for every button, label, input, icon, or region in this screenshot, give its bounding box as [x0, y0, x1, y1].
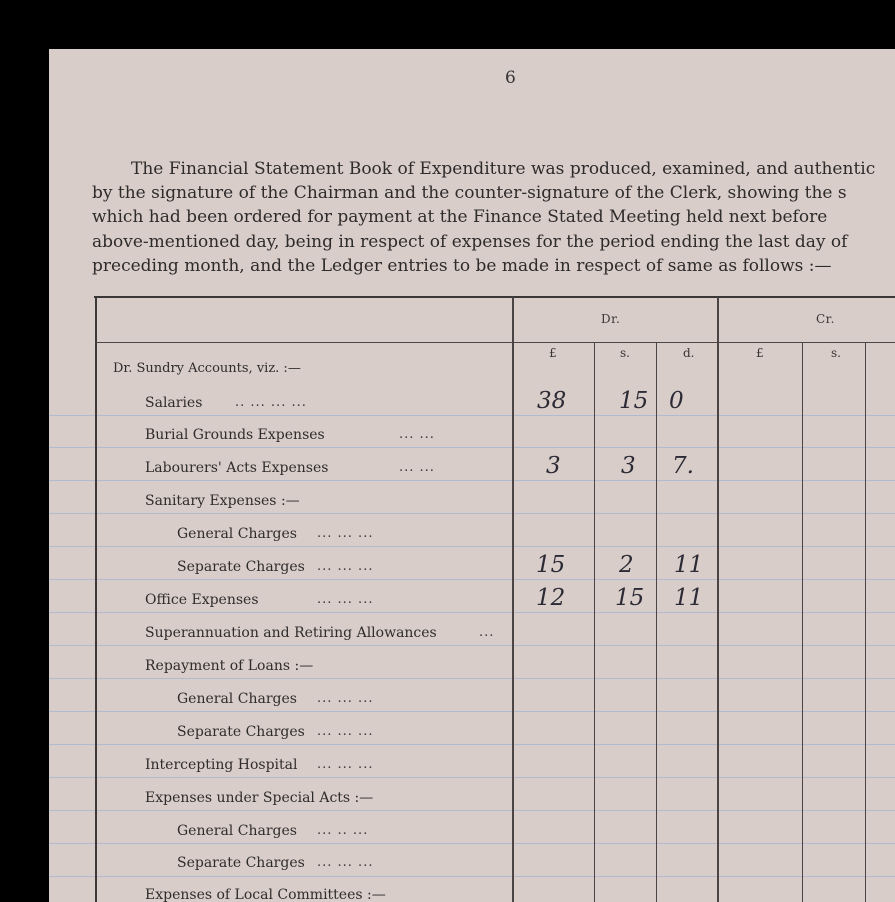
shillings-entry: 2 — [619, 552, 634, 578]
paragraph-line: which had been ordered for payment at the Finance Stated Meeting held next before — [92, 207, 828, 228]
row-label: Expenses under Special Acts :— — [145, 790, 374, 806]
leader-dots: .. ... ... ... — [235, 395, 307, 410]
cr-shilling-head: s. — [831, 346, 841, 360]
paragraph-line: by the signature of the Chairman and the counter-signature of the Clerk, showing the s — [92, 183, 847, 204]
ruled-line — [49, 777, 895, 778]
table-left-border — [95, 296, 97, 902]
paragraph-line: The Financial Statement Book of Expenditure was produced, examined, and authentic — [131, 159, 876, 179]
row-label: Labourers' Acts Expenses — [145, 460, 329, 476]
pence-entry: 7. — [672, 453, 694, 479]
leader-dots: ... ... — [399, 427, 435, 442]
ruled-line — [49, 546, 895, 547]
column-divider — [656, 342, 657, 902]
row-label: Office Expenses — [145, 592, 259, 608]
row-label: Sanitary Expenses :— — [145, 493, 300, 509]
ruled-line — [49, 645, 895, 646]
pence-entry: 0 — [669, 388, 684, 414]
ruled-line — [49, 876, 895, 877]
intro-paragraph — [92, 157, 895, 278]
row-label: Dr. Sundry Accounts, viz. :— — [113, 361, 301, 376]
row-label: General Charges — [177, 691, 297, 707]
ruled-line — [49, 711, 895, 712]
shillings-entry: 15 — [619, 388, 649, 414]
leader-dots: ... ... ... — [317, 592, 374, 607]
column-divider — [594, 342, 595, 902]
cr-heading: Cr. — [816, 312, 835, 326]
row-label: Burial Grounds Expenses — [145, 427, 325, 443]
header-divider — [95, 342, 895, 343]
page-number: 6 — [505, 68, 516, 88]
row-label: General Charges — [177, 526, 297, 542]
row-label: Separate Charges — [177, 855, 305, 871]
row-label: Superannuation and Retiring Allowances — [145, 625, 437, 641]
dr-pence-head: d. — [683, 346, 695, 360]
paragraph-line: above-mentioned day, being in respect of expenses for the period ending the last day of — [92, 231, 848, 252]
dr-heading: Dr. — [601, 312, 621, 326]
leader-dots: ... ... ... — [317, 526, 374, 541]
row-label: General Charges — [177, 823, 297, 839]
ruled-line — [49, 612, 895, 613]
dr-pound-head: £ — [549, 346, 557, 360]
ruled-line — [49, 513, 895, 514]
pence-entry: 11 — [674, 585, 704, 611]
dr-column-border — [512, 297, 514, 902]
pence-entry: 11 — [674, 552, 704, 578]
ruled-line — [49, 579, 895, 580]
leader-dots: ... ... ... — [317, 559, 374, 574]
pounds-entry: 3 — [546, 453, 561, 479]
paragraph-line: preceding month, and the Ledger entries to be made in respect of same as follows :— — [92, 255, 832, 276]
ruled-line — [49, 843, 895, 844]
leader-dots: ... — [479, 625, 495, 640]
ledger-page — [49, 49, 895, 902]
row-label: Repayment of Loans :— — [145, 658, 314, 674]
leader-dots: ... ... — [399, 460, 435, 475]
leader-dots: ... ... ... — [317, 757, 374, 772]
pounds-entry: 12 — [536, 585, 566, 611]
row-label: Intercepting Hospital — [145, 757, 298, 773]
ruled-line — [49, 744, 895, 745]
pounds-entry: 15 — [536, 552, 566, 578]
pounds-entry: 38 — [537, 388, 567, 414]
row-label: Salaries — [145, 395, 203, 411]
column-divider — [802, 342, 803, 902]
dr-shilling-head: s. — [620, 346, 630, 360]
ruled-line — [49, 480, 895, 481]
shillings-entry: 15 — [615, 585, 645, 611]
cr-column-border — [717, 297, 719, 902]
ruled-line — [49, 415, 895, 416]
leader-dots: ... ... ... — [317, 724, 374, 739]
ruled-line — [49, 447, 895, 448]
row-label: Expenses of Local Committees :— — [145, 887, 386, 902]
leader-dots: ... ... ... — [317, 691, 374, 706]
ruled-line — [49, 678, 895, 679]
shillings-entry: 3 — [621, 453, 636, 479]
leader-dots: ... ... ... — [317, 855, 374, 870]
row-label: Separate Charges — [177, 724, 305, 740]
table-top-border — [94, 296, 895, 298]
row-label: Separate Charges — [177, 559, 305, 575]
cr-pound-head: £ — [756, 346, 764, 360]
ruled-line — [49, 810, 895, 811]
leader-dots: ... .. ... — [317, 823, 369, 838]
column-divider — [865, 342, 866, 902]
